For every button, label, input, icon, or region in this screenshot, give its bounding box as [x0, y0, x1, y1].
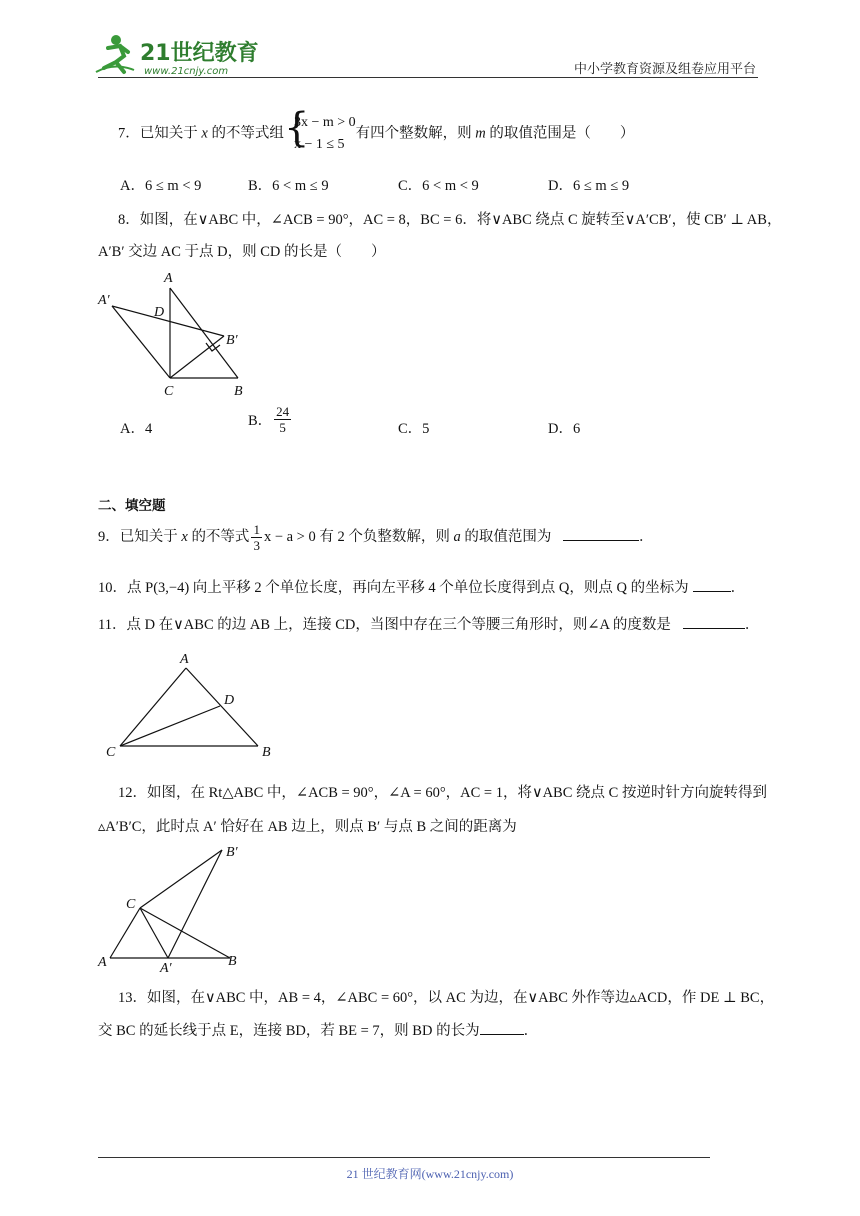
question-13-line2: 交 BC 的延长线于点 E，连接 BD，若 BE = 7，则 BD 的长为 ． [98, 1023, 539, 1039]
runner-icon [96, 35, 134, 72]
label-B: B [262, 745, 271, 760]
label-C: C [106, 745, 116, 760]
footer-text: 21 世纪教育网(www.21cnjy.com) [346, 1167, 514, 1181]
answer-blank[interactable] [480, 1033, 524, 1035]
label-A: A [164, 271, 173, 286]
question-12-line1: 12．如图，在 Rt△ABC 中，∠ACB = 90°，∠A = 60°，AC = 1，将∨ABC 绕点 C 按逆时针方向旋转得到 [118, 785, 767, 801]
inequality-system: { 3x − m > 0 x − 1 ≤ 5 [283, 105, 356, 152]
answer-blank[interactable] [693, 590, 731, 592]
logo-url: www.21cnjy.com [144, 66, 229, 77]
q7-option-a: A．6 ≤ m < 9 [120, 178, 202, 194]
answer-blank[interactable] [563, 539, 639, 541]
label-C: C [164, 384, 174, 399]
q8-option-c: C．5 [398, 421, 430, 437]
section-heading: 二、填空题 [98, 498, 166, 514]
question-9: 9．已知关于 x 的不等式 $\frac{1}{3}$ x − a > 0 有 2 个负整数解，则 a 的取值范围为 ． [98, 522, 654, 553]
label-A-prime: A′ [98, 293, 110, 308]
question-10: 10．点 P(3,−4) 向上平移 2 个单位长度，再向左平移 4 个单位长度得到点 Q，则点 Q 的坐标为 ． [98, 580, 746, 596]
header-divider [98, 77, 758, 78]
question-13-line1: 13．如图，在∨ABC 中，AB = 4，∠ABC = 60°，以 AC 为边，在∨ABC 外作等边▵ACD，作 DE ⊥ BC， [118, 990, 775, 1006]
footer-divider [98, 1157, 710, 1158]
q7-option-d: D．6 ≤ m ≤ 9 [548, 178, 630, 194]
question-8-line1: 8．如图，在∨ABC 中，∠ACB = 90°，AC = 8，BC = 6．将∨ABC 绕点 C 旋转至∨A′CB′，使 CB′ ⊥ AB， [118, 212, 782, 228]
q11-figure [100, 648, 280, 762]
q8-option-d: D．6 [548, 421, 581, 437]
site-logo [94, 32, 264, 80]
question-7-stem: 7．已知关于 x 的不等式组 { 3x − m > 0 x − 1 ≤ 5 有四个整数解，则 m 的取值范围是（ ） [118, 112, 634, 156]
label-B-prime: B′ [226, 333, 238, 348]
q7-option-b: B．6 < m ≤ 9 [248, 178, 329, 194]
q8-option-b: B． $\frac{24}{5}$ [248, 404, 290, 435]
q8-figure [96, 268, 266, 400]
question-12-line2: ▵A′B′C，此时点 A′ 恰好在 AB 边上，则点 B′ 与点 B 之间的距离为 [98, 819, 517, 835]
label-D: D [154, 305, 165, 320]
platform-name: 中小学教育资源及组卷应用平台 [573, 62, 756, 77]
label-A: A [98, 955, 107, 970]
answer-blank[interactable] [683, 627, 745, 629]
label-A-prime: A′ [160, 961, 172, 974]
label-B-prime: B′ [226, 845, 238, 860]
logo-text: 21世纪教育 [140, 41, 259, 66]
label-A: A [180, 652, 189, 667]
q7-option-c: C．6 < m < 9 [398, 178, 479, 194]
question-8-line2: A′B′ 交边 AC 于点 D，则 CD 的长是（ ） [98, 244, 386, 260]
question-11: 11．点 D 在∨ABC 的边 AB 上，连接 CD，当图中存在三个等腰三角形时，则∠A 的度数是 ． [98, 617, 760, 633]
label-B: B [234, 384, 243, 399]
label-D: D [224, 693, 235, 708]
label-C: C [126, 897, 136, 912]
q12-figure [96, 838, 256, 974]
label-B: B [228, 954, 237, 969]
q8-option-a: A．4 [120, 421, 153, 437]
